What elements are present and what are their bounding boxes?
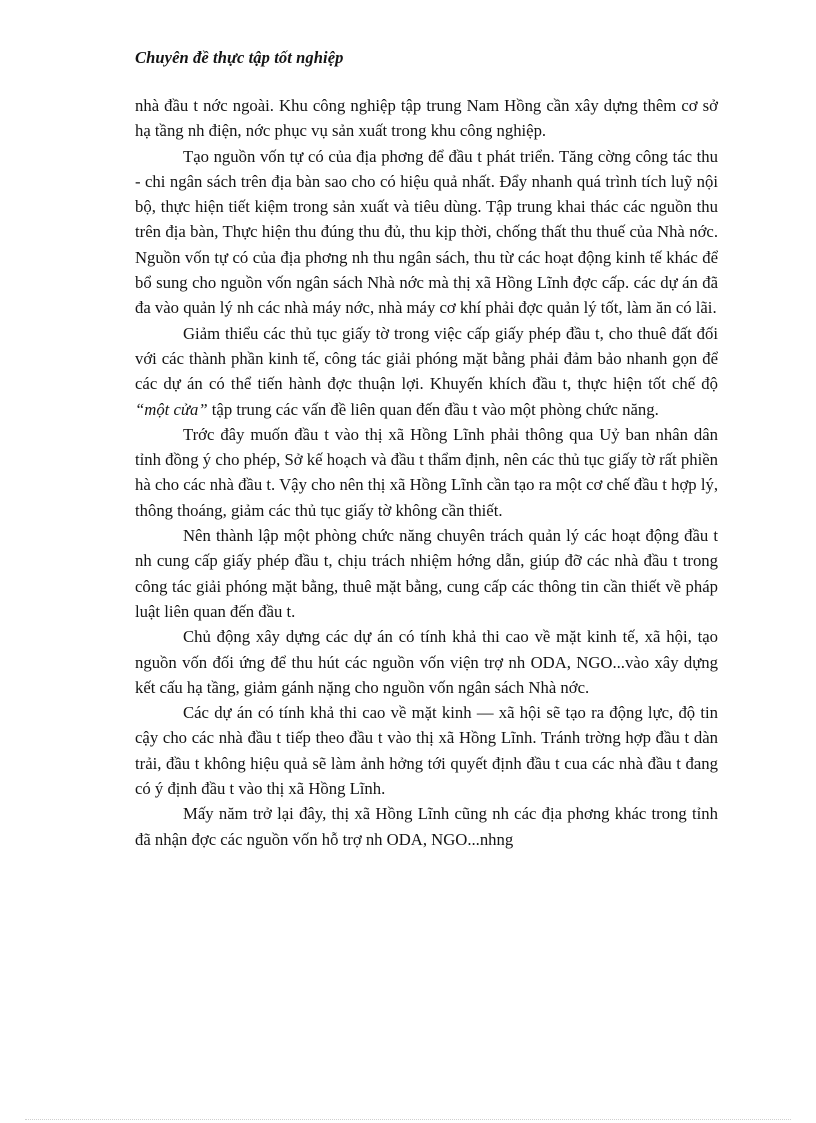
paragraph-reduce-procedures [135,321,718,422]
paragraph-continuation: nhà đầu t nớc ngoài. Khu công nghiệp tập trung Nam Hồng cần xây dựng thêm cơ sở hạ tầng nh điện, nớc phục vụ sản xuất trong khu công nghiệp. [135,96,718,141]
document-body [135,93,718,852]
page-bottom-divider [25,1119,791,1120]
quoted-term: “một cửa” [135,399,208,419]
page-header-title: Chuyên đề thực tập tốt nghiệp [135,48,344,67]
paragraph-establish-office: Nên thành lập một phòng chức năng chuyên trách quản lý các hoạt động đầu t nh cung cấp giấy phép đầu t, chịu trách nhiệm hớng dẫn, giúp đỡ các nhà đầu t trong công tác giải phóng mặt bằng, thuê mặt bằng, cung cấp các thông tin cần thiết về pháp luật liên quan đến đầu t. [135,526,718,621]
paragraph-text: Giảm thiểu các thủ tục giấy tờ trong việc cấp giấy phép đầu t, cho thuê đất đối với các thành phần kinh tế, công tác giải phóng mặt bằng phải đảm bảo nhanh gọn để các dự án có thể tiến hành đợc thuận lợi. Khuyến khích đầu t, thực hiện tốt chế độ [135,323,718,394]
paragraph-local-capital: Tạo nguồn vốn tự có của địa phơng để đầu t phát triển. Tăng cờng công tác thu - chi ngân sách trên địa bàn sao cho có hiệu quả nhất. Đẩy nhanh quá trình tích luỹ nội bộ, thực hiện tiết kiệm trong sản xuất và tiêu dùng. Tập trung khai thác các nguồn thu trên địa bàn, Thực hiện thu đúng thu đủ, thu kịp thời, chống thất thu thuế của Nhà nớc. Nguồn vốn tự có của địa phơng nh thu ngân sách, thu từ các hoạt động kinh tế khác để bổ sung cho nguồn vốn ngân sách Nhà nớc mà thị xã Hồng Lĩnh đợc cấp. các dự án đã đa vào quản lý nh các nhà máy nớc, nhà máy cơ khí phải đợc quản lý tốt, làm ăn có lãi. [135,146,718,318]
paragraph-project-impact: Các dự án có tính khả thi cao về mặt kinh — xã hội sẽ tạo ra động lực, độ tin cậy cho các nhà đầu t tiếp theo đầu t vào thị xã Hồng Lĩnh. Tránh trờng hợp đầu t dàn trải, đầu t không hiệu quả sẽ làm ảnh hởng tới quyết định đầu t cua các nhà đầu t đang có ý định đầu t vào thị xã Hồng Lĩnh. [135,703,718,799]
paragraph-previous-process: Trớc đây muốn đầu t vào thị xã Hồng Lĩnh phải thông qua Uỷ ban nhân dân tỉnh đồng ý cho phép, Sở kế hoạch và đầu t thẩm định, nên các thủ tục giấy tờ rất phiền hà cho các nhà đầu t. Vậy cho nên thị xã Hồng Lĩnh cần tạo ra một cơ chế đầu t hợp lý, thông thoáng, giảm các thủ tục giấy tờ không cần thiết. [135,424,718,520]
paragraph-recent-years: Mấy năm trở lại đây, thị xã Hồng Lĩnh cũng nh các địa phơng khác trong tỉnh đã nhận đợc các nguồn vốn hỗ trợ nh ODA, NGO...nhng [135,804,718,849]
paragraph-feasible-projects: Chủ động xây dựng các dự án có tính khả thi cao về mặt kinh tế, xã hội, tạo nguồn vốn đối ứng để thu hút các nguồn vốn viện trợ nh ODA, NGO...vào xây dựng kết cấu hạ tầng, giảm gánh nặng cho nguồn vốn ngân sách Nhà nớc. [135,627,718,697]
paragraph-text: tập trung các vấn đề liên quan đến đầu t vào một phòng chức năng. [211,399,659,419]
